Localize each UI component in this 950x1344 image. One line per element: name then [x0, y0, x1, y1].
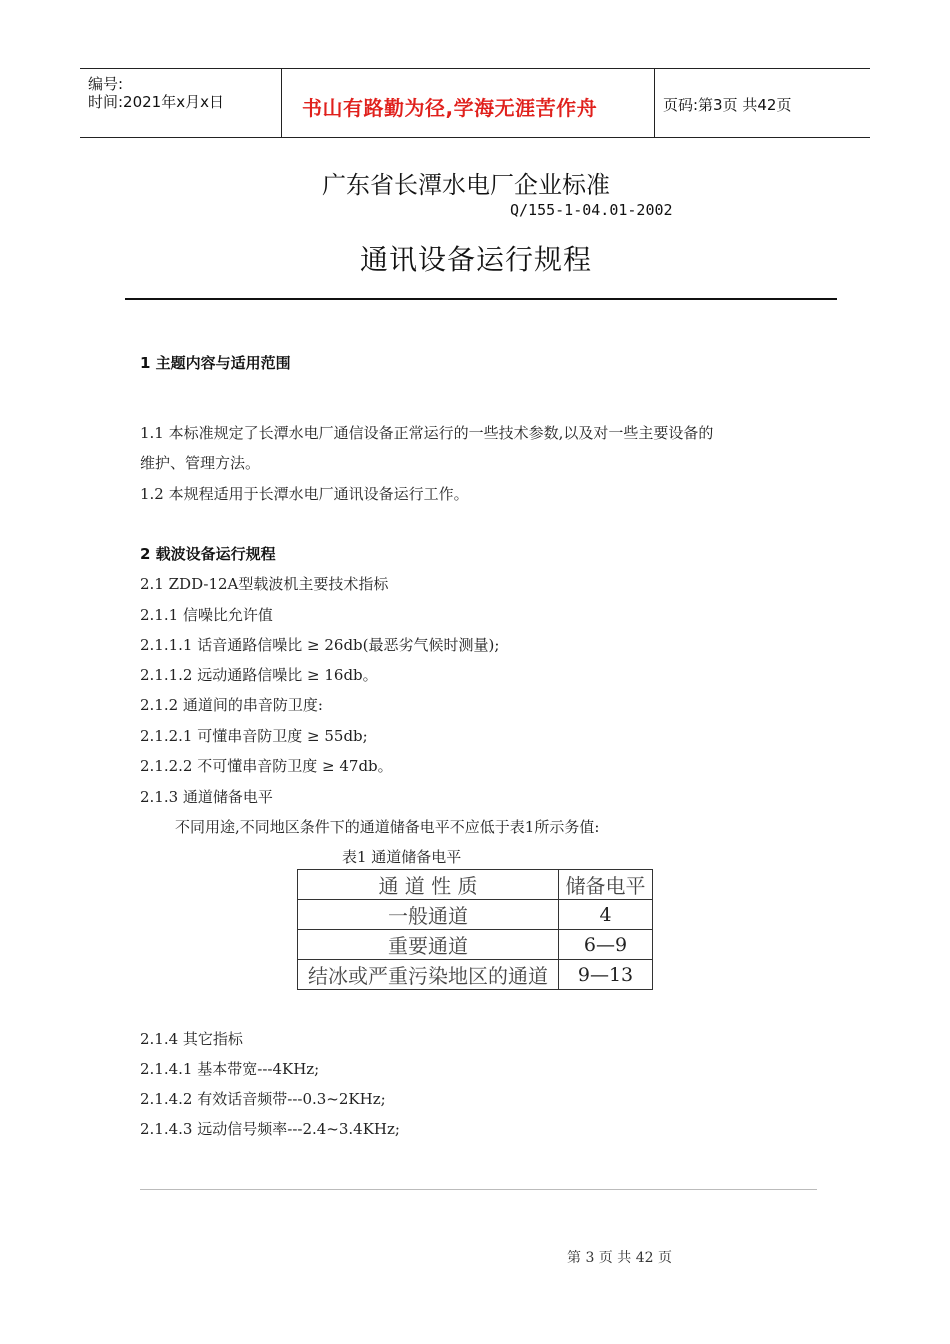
para-2-1-4: 2.1.4 其它指标 [140, 1030, 243, 1048]
para-2-1-1: 2.1.1 信噪比允许值 [140, 606, 273, 624]
table-cell: 结冰或严重污染地区的通道 [298, 960, 559, 990]
table-row [298, 900, 653, 930]
header-motto-cell [282, 69, 655, 137]
header-table [80, 68, 870, 138]
org-title: 广东省长潭水电厂企业标准 [322, 171, 610, 199]
doc-code: Q/155-1-04.01-2002 [510, 201, 673, 219]
section-1-heading: 1 主题内容与适用范围 [140, 354, 291, 372]
motto-text: 书山有路勤为径,学海无涯苦作舟 [302, 96, 598, 120]
para-1-1-line2: 维护、管理方法。 [140, 454, 261, 472]
doc-title: 通讯设备运行规程 [360, 243, 593, 276]
table-row [298, 960, 653, 990]
table-cell: 一般通道 [298, 900, 559, 930]
para-2-1-1-1: 2.1.1.1 话音通路信噪比 ≥ 26db(最恶劣气候时测量); [140, 636, 500, 654]
table-header-cell: 储备电平 [559, 870, 653, 900]
para-2-1-4-3: 2.1.4.3 远动信号频率---2.4~3.4KHz; [140, 1120, 400, 1138]
para-2-1-3-text: 不同用途,不同地区条件下的通道储备电平不应低于表1所示务值: [175, 818, 600, 836]
para-2-1-4-1: 2.1.4.1 基本带宽---4KHz; [140, 1060, 320, 1078]
page-label: 页码:第3页 共42页 [663, 96, 792, 114]
header-page-cell [655, 69, 870, 137]
para-2-1-2-2: 2.1.2.2 不可懂串音防卫度 ≥ 47db。 [140, 757, 393, 775]
para-2-1: 2.1 ZDD-12A型载波机主要技术指标 [140, 575, 389, 593]
table-cell: 重要通道 [298, 930, 559, 960]
table-cell: 9—13 [559, 960, 653, 990]
para-2-1-4-2: 2.1.4.2 有效话音频带---0.3~2KHz; [140, 1090, 386, 1108]
header-info-cell [80, 69, 282, 137]
table-cell: 4 [559, 900, 653, 930]
footer-divider [140, 1189, 817, 1190]
table-header-row [298, 870, 653, 900]
para-1-1-line1: 1.1 本标准规定了长潭水电厂通信设备正常运行的一些技术参数,以及对一些主要设备的 [140, 424, 714, 442]
para-2-1-2-1: 2.1.2.1 可懂串音防卫度 ≥ 55db; [140, 727, 368, 745]
number-label: 编号: [88, 75, 124, 93]
title-divider [125, 298, 837, 300]
table-cell: 6—9 [559, 930, 653, 960]
para-2-1-2: 2.1.2 通道间的串音防卫度: [140, 696, 323, 714]
table-header-cell: 通 道 性 质 [298, 870, 559, 900]
footer-page-number: 第 3 页 共 42 页 [567, 1250, 672, 1266]
section-2-heading: 2 载波设备运行规程 [140, 545, 276, 563]
time-label: 时间:2021年x月x日 [88, 93, 224, 111]
para-1-2: 1.2 本规程适用于长潭水电厂通讯设备运行工作。 [140, 485, 469, 503]
reserve-level-table [297, 869, 653, 990]
para-2-1-3: 2.1.3 通道储备电平 [140, 788, 273, 806]
para-2-1-1-2: 2.1.1.2 远动通路信噪比 ≥ 16db。 [140, 666, 378, 684]
table-row [298, 930, 653, 960]
table-caption: 表1 通道储备电平 [342, 848, 462, 866]
